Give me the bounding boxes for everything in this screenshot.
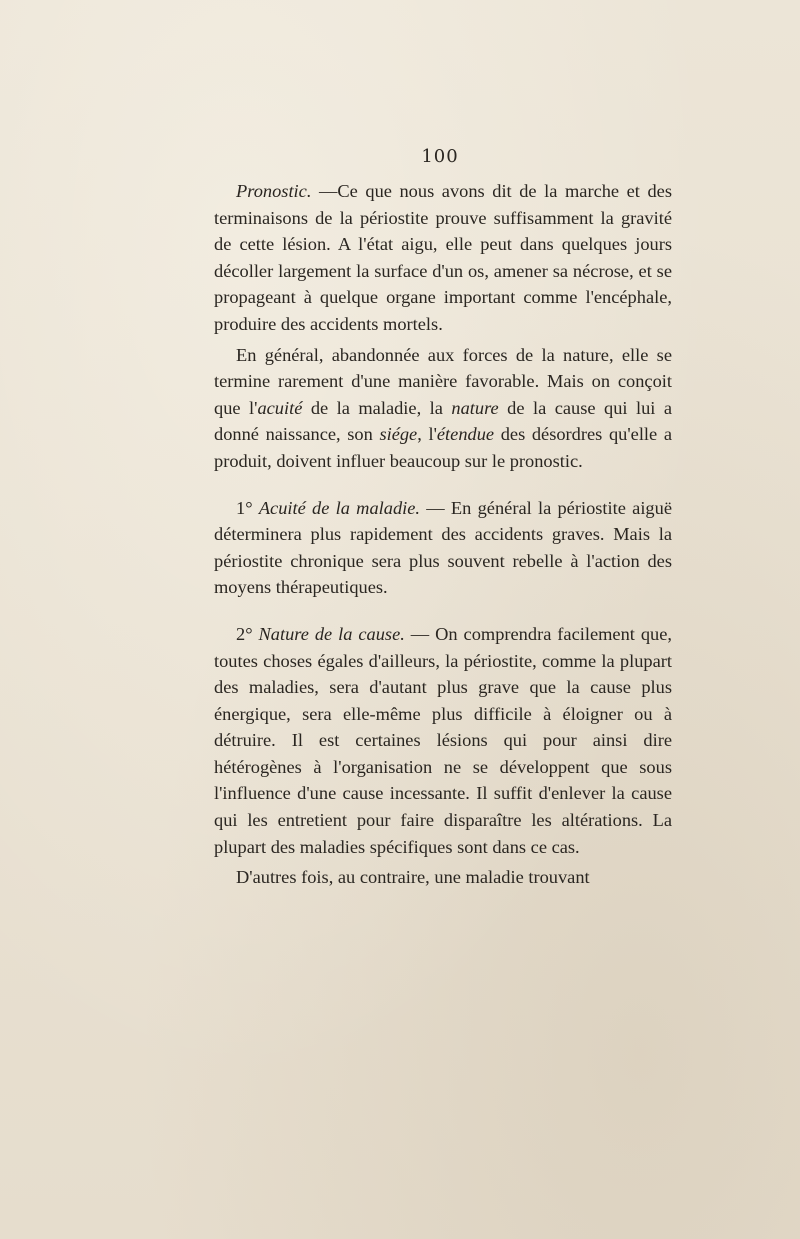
body-text [214,178,672,891]
paragraph-autres [214,864,672,891]
heading-nature: Nature de la cause. [258,623,405,644]
page-number: 100 [421,146,459,167]
paragraph-autres-text: D'autres fois, au contraire, une maladie trouvant [236,867,590,888]
paragraph-acuite [214,495,672,601]
paragraph-general [214,342,672,475]
heading-pronostic: Pronostic. [236,181,312,201]
heading-acuite: Acuité de la maladie. [258,497,421,518]
paragraph-acuite-text: — En général la périostite aiguë déterminera plus rapidement des accidents graves. Mais la périostite chronique sera plus souvent rebelle à l'action des moyens thérapeutiques. [214,497,672,598]
text-segment: de la maladie, la [302,397,452,418]
paragraph-nature [214,621,672,860]
text-segment: des désordres qu'elle a produit, doivent influer beaucoup sur le pronostic. [214,424,672,471]
item-number-1: 1° [236,497,253,518]
emphasis-etendue: étendue [436,424,495,445]
text-segment: , l' [417,424,437,445]
text-segment: En général, abandonnée aux forces de la nature, elle se termine rarement d'une manière favorable. Mais on conçoit que l' [214,344,672,418]
item-number-2: 2° [236,623,253,644]
paragraph-pronostic [214,178,672,338]
emphasis-acuite: acuité [257,397,303,418]
text-segment: de la cause qui lui a donné naissance, son [214,397,673,445]
paragraph-pronostic-text: —Ce que nous avons dit de la marche et des terminaisons de la périostite prouve suffisamment la gravité de cette lésion. A l'état aigu, elle peut dans quelques jours décoller largement la surface d'un os, amener sa nécrose, et se propageant à quelque organe important comme l'encéphale, produire des accidents mortels. [214,181,672,334]
paragraph-nature-text: — On comprendra facilement que, toutes choses égales d'ailleurs, la périostite, comme la plupart des maladies, sera d'autant plus grave que la cause plus énergique, sera elle-même plus difficile à éloigner ou à détruire. Il est certaines lésions qui pour ainsi dire hétérogènes à l'organisation ne se développent que sous l'influence d'une cause incessante. Il suffit d'enlever la cause qui les entretient pour faire disparaître les altérations. La plupart des maladies spécifiques sont dans ce cas. [214,623,672,857]
emphasis-siege: siége [379,424,418,445]
emphasis-nature: nature [451,397,499,418]
